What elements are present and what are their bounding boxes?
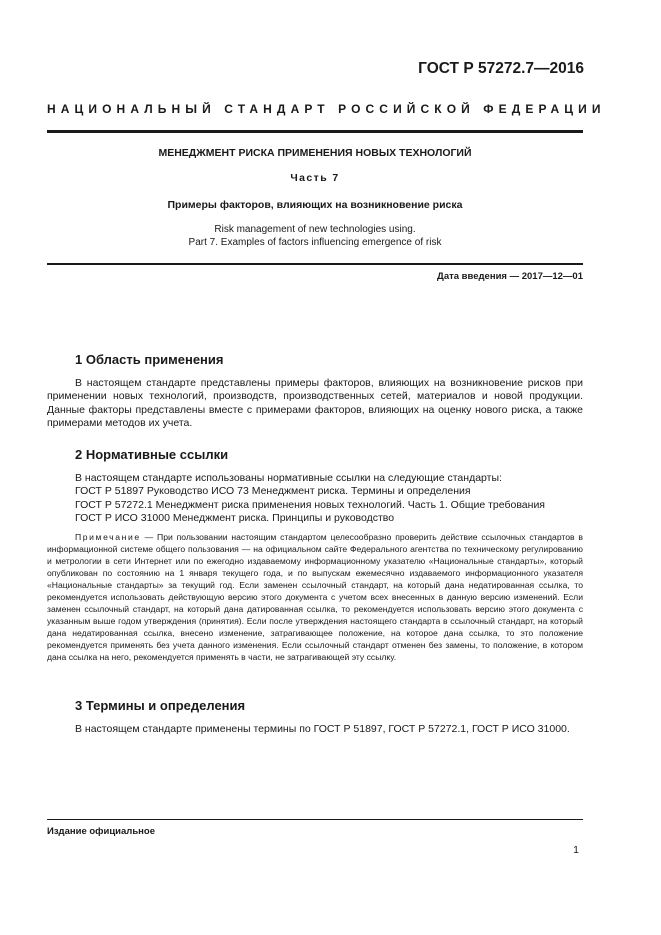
reference-item: ГОСТ Р 57272.1 Менеджмент риска применения новых технологий. Часть 1. Общие требования [75, 498, 545, 511]
english-title-line-1: Risk management of new technologies using. [214, 224, 416, 235]
section-text-terms [47, 723, 583, 736]
document-title: МЕНЕДЖМЕНТ РИСКА ПРИМЕНЕНИЯ НОВЫХ ТЕХНОЛОГИЙ [158, 147, 472, 159]
refs-intro: В настоящем стандарте использованы нормативные ссылки на следующие стандарты: [75, 472, 502, 484]
scope-paragraph: В настоящем стандарте представлены примеры факторов, влияющих на возникновение рисков при применении новых технологий, производств, производственных сетей, материалов и новой продукции. Данные факторы представлены вместе с примерами факторов, влияющих на оценку нового риска, а также примерами методов их учета. [47, 377, 583, 430]
document-subtitle: Примеры факторов, влияющих на возникновение риска [167, 199, 463, 211]
reference-note [47, 531, 583, 663]
header-divider [47, 130, 583, 133]
section-heading-scope: 1 Область применения [75, 352, 224, 367]
note-label: Примечание [75, 532, 141, 542]
english-title [47, 224, 583, 249]
section-heading-terms: 3 Термины и определения [75, 698, 246, 713]
part-label: Часть 7 [290, 172, 340, 184]
reference-item: ГОСТ Р ИСО 31000 Менеджмент риска. Принципы и руководство [75, 512, 395, 525]
national-standard-banner: НАЦИОНАЛЬНЫЙ СТАНДАРТ РОССИЙСКОЙ ФЕДЕРАЦИИ [47, 102, 606, 116]
footer-divider [47, 819, 583, 820]
english-title-line-2: Part 7. Examples of factors influencing emergence of risk [188, 236, 442, 248]
reference-item: ГОСТ Р 51897 Руководство ИСО 73 Менеджмент риска. Термины и определения [75, 485, 471, 498]
edition-label: Издание официальное [47, 826, 155, 837]
terms-paragraph: В настоящем стандарте применены термины по ГОСТ Р 51897, ГОСТ Р 57272.1, ГОСТ Р ИСО 31000. [75, 723, 570, 735]
section-heading-refs: 2 Нормативные ссылки [75, 447, 229, 462]
section-text-scope [47, 377, 583, 431]
page-number: 1 [573, 844, 579, 856]
reference-list [75, 472, 585, 526]
title-divider [47, 263, 583, 265]
introduction-date: Дата введения — 2017—12—01 [437, 271, 583, 282]
document-code: ГОСТ Р 57272.7—2016 [418, 60, 584, 77]
note-text: — При пользовании настоящим стандартом целесообразно проверить действие ссылочных стандартов в информационной системе общего пользования — на официальном сайте Федерального агентства по техническому регулированию и метрологии в сети Интернет или по ежегодно издаваемому информационному указателю «Национальные стандарты», который опубликован по состоянию на 1 января текущего года, и по выпускам ежемесячно издаваемого информационного указателя «Национальные стандарты» за текущий год. Если заменен ссылочный стандарт, на который дана недатированная ссылка, то рекомендуется использовать действующую версию этого документа с учетом всех внесенных в данную версию изменений. Если заменен ссылочный стандарт, на который дана датированная ссылка, то рекомендуется использовать версию этого документа с указанным выше годом утверждения (принятия). Если после утверждения настоящего стандарта в ссылочный стандарт, на который дана недатированная ссылка, внесено изменение, затрагивающее положение, на которое дана ссылка, то это положение рекомендуется применять без учета данного изменения. Если ссылочный стандарт отменен без замены, то положение, в котором дана ссылка на него, рекомендуется применять в части, не затрагивающей эту ссылку. [47, 532, 583, 662]
